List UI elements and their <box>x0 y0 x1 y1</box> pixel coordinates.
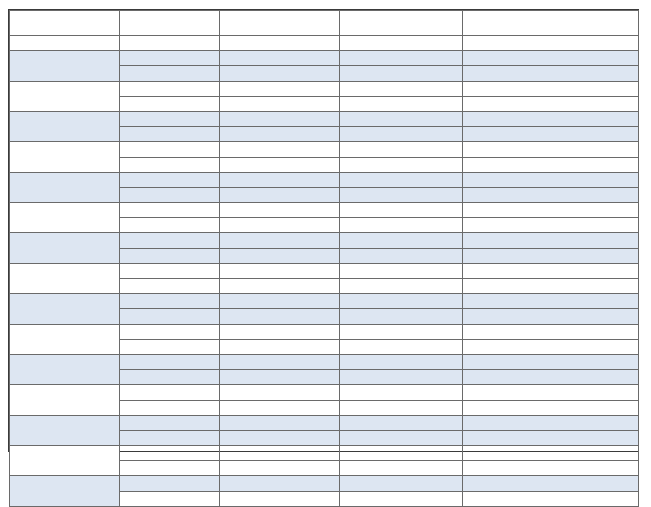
sme-threshold-cell <box>463 309 639 324</box>
sme-threshold-cell <box>463 172 639 187</box>
large-threshold-cell <box>340 476 463 491</box>
sme-threshold-cell <box>463 248 639 263</box>
large-threshold-cell <box>340 111 463 126</box>
unit-cell <box>220 294 340 309</box>
metric-cell <box>120 81 220 96</box>
large-threshold-cell <box>340 218 463 233</box>
unit-cell <box>220 81 340 96</box>
industry-cell <box>10 203 120 233</box>
large-threshold-cell <box>340 279 463 294</box>
industry-cell <box>10 354 120 384</box>
industry-cell <box>10 446 120 476</box>
unit-cell <box>220 66 340 81</box>
metric-cell <box>120 415 220 430</box>
industry-cell <box>10 415 120 445</box>
large-threshold-cell <box>340 157 463 172</box>
unit-cell <box>220 354 340 369</box>
table-row <box>10 324 639 339</box>
unit-cell <box>220 127 340 142</box>
industry-cell <box>10 172 120 202</box>
unit-cell <box>220 279 340 294</box>
large-threshold-cell <box>340 294 463 309</box>
industry-cell <box>10 233 120 263</box>
large-threshold-cell <box>340 461 463 476</box>
sme-threshold-cell <box>463 354 639 369</box>
large-threshold-cell <box>340 81 463 96</box>
metric-cell <box>120 354 220 369</box>
metric-cell <box>120 309 220 324</box>
unit-cell <box>220 385 340 400</box>
large-threshold-cell <box>340 446 463 461</box>
unit-cell <box>220 415 340 430</box>
metric-cell <box>120 324 220 339</box>
unit-cell <box>220 324 340 339</box>
sme-threshold-cell <box>463 111 639 126</box>
large-threshold-cell <box>340 66 463 81</box>
large-threshold-cell <box>340 324 463 339</box>
table-row <box>10 476 639 491</box>
sme-threshold-cell <box>463 385 639 400</box>
unit-cell <box>220 430 340 445</box>
sme-threshold-cell <box>463 263 639 278</box>
sme-threshold-cell <box>463 233 639 248</box>
large-threshold-cell <box>340 309 463 324</box>
unit-cell <box>220 51 340 66</box>
large-threshold-cell <box>340 339 463 354</box>
sme-threshold-cell <box>463 400 639 415</box>
unit-cell <box>220 248 340 263</box>
unit-cell <box>220 142 340 157</box>
unit-cell <box>220 111 340 126</box>
industry-cell <box>10 476 120 506</box>
table-row <box>10 51 639 66</box>
sme-threshold-cell <box>463 127 639 142</box>
sme-threshold-cell <box>463 476 639 491</box>
unit-cell <box>220 476 340 491</box>
sme-threshold-cell <box>463 96 639 111</box>
sme-threshold-cell <box>463 279 639 294</box>
industry-cell <box>10 385 120 415</box>
sme-threshold-cell <box>463 294 639 309</box>
unit-cell <box>220 309 340 324</box>
unit-cell <box>220 157 340 172</box>
metric-cell <box>120 263 220 278</box>
large-threshold-cell <box>340 370 463 385</box>
sme-threshold-cell <box>463 36 639 51</box>
large-threshold-cell <box>340 127 463 142</box>
metric-cell <box>120 430 220 445</box>
table-row <box>10 446 639 461</box>
metric-cell <box>120 446 220 461</box>
large-threshold-cell <box>340 96 463 111</box>
unit-cell <box>220 36 340 51</box>
metric-cell <box>120 51 220 66</box>
sme-threshold-cell <box>463 218 639 233</box>
unit-cell <box>220 203 340 218</box>
metric-cell <box>120 279 220 294</box>
industry-cell <box>10 142 120 172</box>
metric-cell <box>120 203 220 218</box>
unit-cell <box>220 370 340 385</box>
unit-cell <box>220 339 340 354</box>
unit-cell <box>220 187 340 202</box>
table-row <box>10 294 639 309</box>
metric-cell <box>120 111 220 126</box>
large-threshold-cell <box>340 263 463 278</box>
metric-cell <box>120 127 220 142</box>
header-sme <box>463 11 639 36</box>
large-threshold-cell <box>340 415 463 430</box>
table-row <box>10 385 639 400</box>
header-metric <box>120 11 220 36</box>
sme-threshold-cell <box>463 51 639 66</box>
large-threshold-cell <box>340 385 463 400</box>
large-threshold-cell <box>340 400 463 415</box>
sme-threshold-cell <box>463 446 639 461</box>
sme-threshold-cell <box>463 339 639 354</box>
sme-threshold-cell <box>463 491 639 506</box>
table-row <box>10 172 639 187</box>
metric-cell <box>120 461 220 476</box>
sme-threshold-cell <box>463 203 639 218</box>
metric-cell <box>120 66 220 81</box>
metric-cell <box>120 385 220 400</box>
metric-cell <box>120 218 220 233</box>
industry-cell <box>10 294 120 324</box>
sme-threshold-cell <box>463 81 639 96</box>
sme-threshold-cell <box>463 370 639 385</box>
metric-cell <box>120 339 220 354</box>
industry-cell <box>10 36 120 51</box>
large-threshold-cell <box>340 430 463 445</box>
large-threshold-cell <box>340 203 463 218</box>
unit-cell <box>220 263 340 278</box>
enterprise-size-standards-table-frame <box>8 9 639 452</box>
unit-cell <box>220 400 340 415</box>
unit-cell <box>220 172 340 187</box>
table-row <box>10 142 639 157</box>
large-threshold-cell <box>340 172 463 187</box>
metric-cell <box>120 157 220 172</box>
header-unit <box>220 11 340 36</box>
metric-cell <box>120 233 220 248</box>
metric-cell <box>120 96 220 111</box>
metric-cell <box>120 476 220 491</box>
large-threshold-cell <box>340 142 463 157</box>
header-industry <box>10 11 120 36</box>
table-row <box>10 203 639 218</box>
unit-cell <box>220 96 340 111</box>
metric-cell <box>120 294 220 309</box>
table-row <box>10 354 639 369</box>
header-large <box>340 11 463 36</box>
unit-cell <box>220 218 340 233</box>
metric-cell <box>120 370 220 385</box>
metric-cell <box>120 172 220 187</box>
metric-cell <box>120 248 220 263</box>
unit-cell <box>220 461 340 476</box>
table-row <box>10 415 639 430</box>
large-threshold-cell <box>340 36 463 51</box>
table-header-row <box>10 11 639 36</box>
unit-cell <box>220 491 340 506</box>
industry-cell <box>10 263 120 293</box>
unit-cell <box>220 446 340 461</box>
table-body <box>10 36 639 507</box>
large-threshold-cell <box>340 491 463 506</box>
table-row <box>10 263 639 278</box>
industry-cell <box>10 51 120 81</box>
metric-cell <box>120 491 220 506</box>
metric-cell <box>120 36 220 51</box>
metric-cell <box>120 400 220 415</box>
metric-cell <box>120 187 220 202</box>
large-threshold-cell <box>340 354 463 369</box>
large-threshold-cell <box>340 187 463 202</box>
sme-threshold-cell <box>463 142 639 157</box>
enterprise-size-standards-table <box>9 10 639 507</box>
industry-cell <box>10 324 120 354</box>
unit-cell <box>220 233 340 248</box>
industry-cell <box>10 81 120 111</box>
large-threshold-cell <box>340 51 463 66</box>
sme-threshold-cell <box>463 415 639 430</box>
table-row <box>10 233 639 248</box>
sme-threshold-cell <box>463 461 639 476</box>
metric-cell <box>120 142 220 157</box>
table-row <box>10 111 639 126</box>
table-row <box>10 81 639 96</box>
sme-threshold-cell <box>463 324 639 339</box>
sme-threshold-cell <box>463 66 639 81</box>
large-threshold-cell <box>340 233 463 248</box>
large-threshold-cell <box>340 248 463 263</box>
table-row <box>10 36 639 51</box>
industry-cell <box>10 111 120 141</box>
sme-threshold-cell <box>463 187 639 202</box>
sme-threshold-cell <box>463 430 639 445</box>
sme-threshold-cell <box>463 157 639 172</box>
